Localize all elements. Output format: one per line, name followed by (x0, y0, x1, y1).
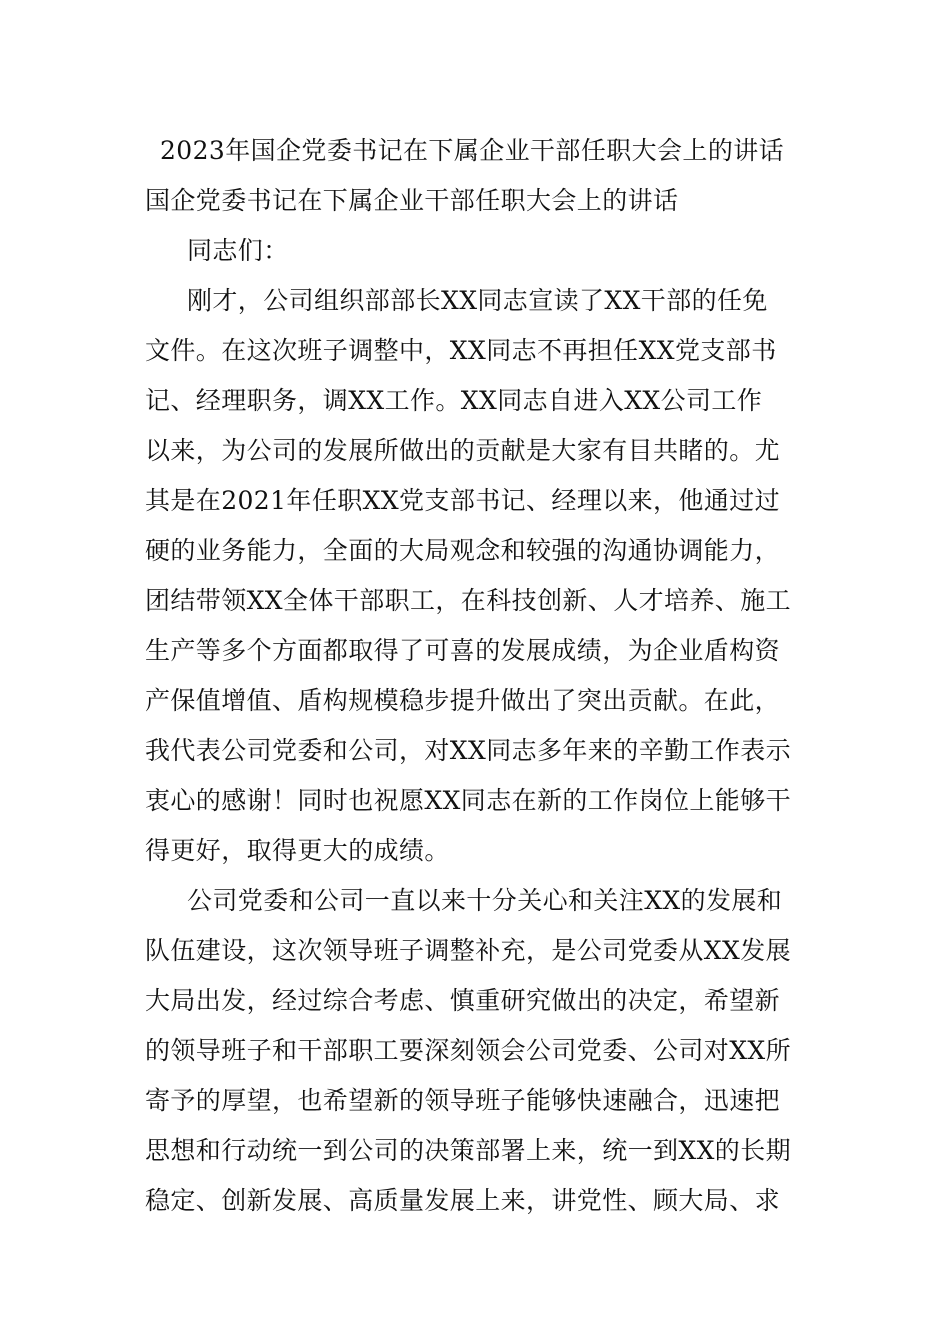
salutation: 同志们： (187, 236, 289, 265)
text-line: 寄予的厚望，也希望新的领导班子能够快速融合，迅速把 (145, 1086, 781, 1115)
text-line: 记、经理职务，调XX工作。XX同志自进入XX公司工作 (145, 386, 763, 415)
text-line: 产保值增值、盾构规模稳步提升做出了突出贡献。在此， (145, 686, 781, 715)
text-line: 稳定、创新发展、高质量发展上来，讲党性、顾大局、求 (145, 1186, 781, 1215)
text-line: 队伍建设，这次领导班子调整补充，是公司党委从XX发展 (145, 936, 791, 965)
text-line: 硬的业务能力，全面的大局观念和较强的沟通协调能力， (145, 536, 781, 565)
text-line: 的领导班子和干部职工要深刻领会公司党委、公司对XX所 (145, 1036, 791, 1065)
text-line: 团结带领XX全体干部职工，在科技创新、人才培养、施工 (145, 586, 791, 615)
text-line: 衷心的感谢！同时也祝愿XX同志在新的工作岗位上能够干 (145, 786, 791, 815)
document-title: 2023年国企党委书记在下属企业干部任职大会上的讲话 (160, 136, 785, 165)
text-line: 其是在2021年任职XX党支部书记、经理以来，他通过过 (145, 486, 781, 515)
text-line: 思想和行动统一到公司的决策部署上来，统一到XX的长期 (145, 1136, 791, 1165)
text-line: 刚才，公司组织部部长XX同志宣读了XX干部的任免 (187, 286, 768, 315)
text-line: 以来，为公司的发展所做出的贡献是大家有目共睹的。尤 (145, 436, 781, 465)
text-line: 文件。在这次班子调整中，XX同志不再担任XX党支部书 (145, 336, 777, 365)
text-line: 得更好，取得更大的成绩。 (145, 836, 450, 865)
text-line: 我代表公司党委和公司，对XX同志多年来的辛勤工作表示 (145, 736, 791, 765)
text-line: 大局出发，经过综合考虑、慎重研究做出的决定，希望新 (145, 986, 781, 1015)
text-line: 公司党委和公司一直以来十分关心和关注XX的发展和 (187, 886, 783, 915)
text-line: 生产等多个方面都取得了可喜的发展成绩，为企业盾构资 (145, 636, 781, 665)
document-subtitle: 国企党委书记在下属企业干部任职大会上的讲话 (145, 186, 679, 215)
